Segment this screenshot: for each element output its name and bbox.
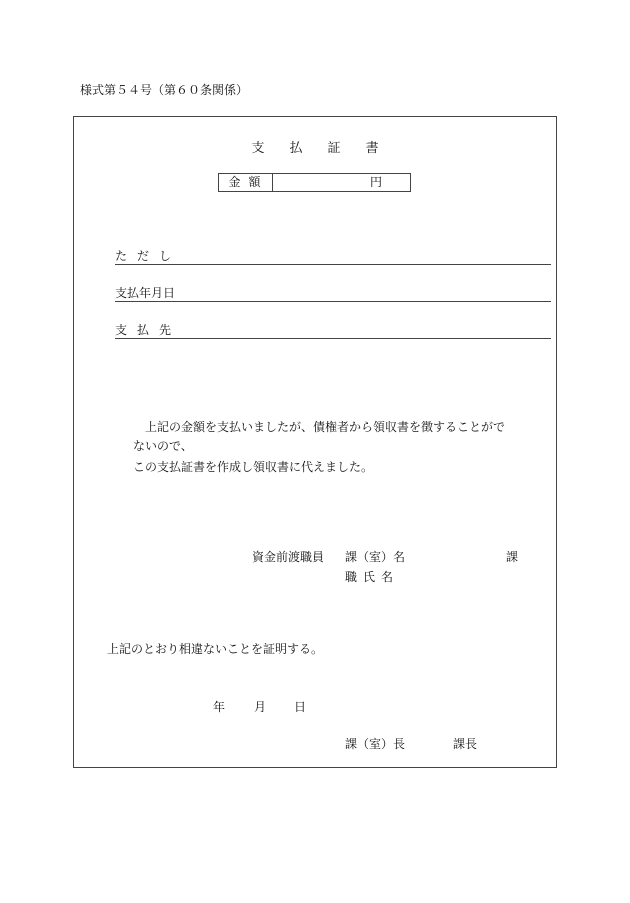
official-title: 資金前渡職員	[252, 550, 325, 564]
form-number: 様式第５４号（第６０条関係）	[80, 83, 249, 97]
title-char: 払	[289, 141, 303, 156]
chief-label: 課（室）長	[345, 737, 406, 751]
date-year: 年	[213, 700, 226, 714]
statement-line-2: ないので、	[133, 439, 193, 453]
dept-suffix: 課	[506, 550, 519, 564]
chief-suffix: 課長	[453, 737, 478, 751]
payee-label: 支払先	[115, 323, 182, 337]
amount-box	[218, 173, 411, 192]
payment-date-field[interactable]	[115, 286, 551, 302]
tadashi-field[interactable]	[115, 249, 551, 265]
statement-line-1: 上記の金額を支払いましたが、債権者から領収書を徴することがで	[145, 420, 506, 434]
tadashi-label: ただし	[115, 249, 182, 263]
name-label: 職氏名	[345, 570, 400, 584]
date-day: 日	[294, 700, 307, 714]
dept-label: 課（室）名	[345, 550, 406, 564]
payee-field[interactable]	[115, 323, 551, 339]
title-char: 支	[251, 141, 265, 156]
amount-field[interactable]	[273, 174, 410, 191]
payment-date-label: 支払年月日	[115, 286, 176, 300]
amount-unit: 円	[369, 175, 382, 189]
amount-label: 金額	[219, 174, 273, 191]
certify-text: 上記のとおり相違ないことを証明する。	[107, 642, 324, 656]
title-char: 書	[365, 141, 379, 156]
title-char: 証	[327, 141, 341, 156]
document-title	[0, 137, 630, 156]
date-month: 月	[254, 700, 267, 714]
statement-line-3: この支払証書を作成し領収書に代えました。	[133, 460, 374, 474]
